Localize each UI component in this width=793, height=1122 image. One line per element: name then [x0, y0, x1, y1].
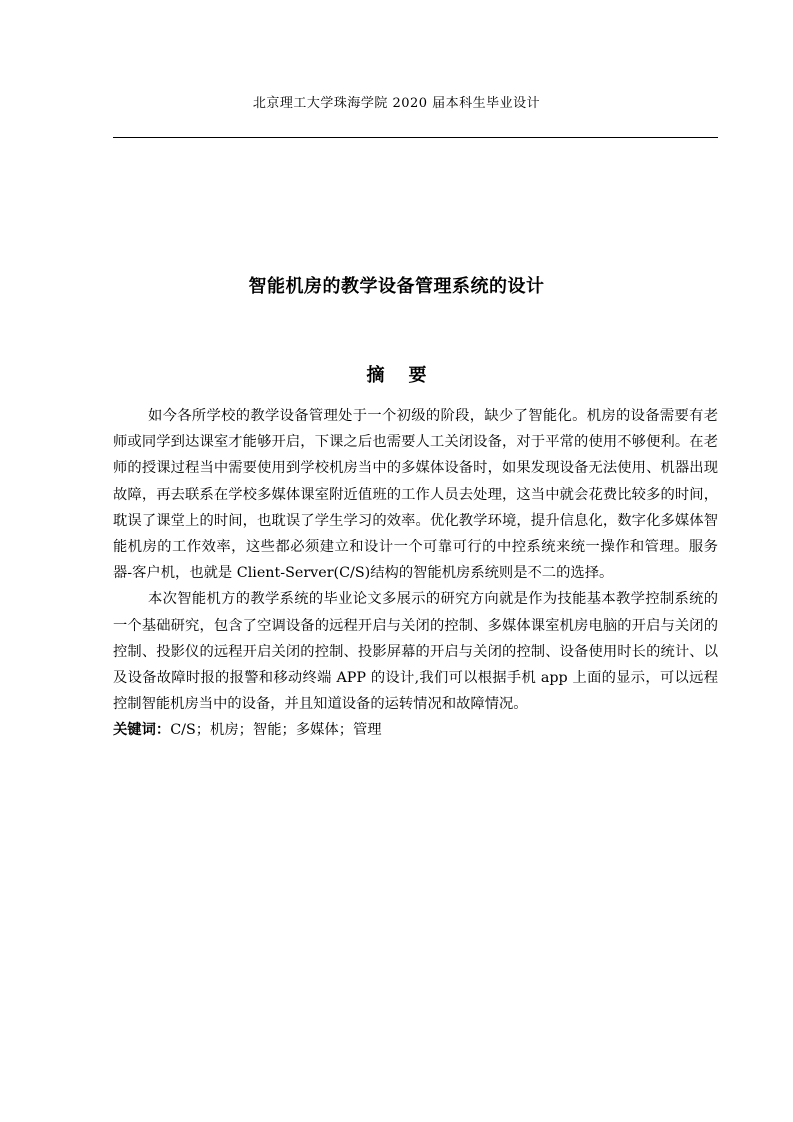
abstract-heading: 摘要	[366, 365, 451, 386]
thesis-title: 智能机房的教学设备管理系统的设计	[248, 276, 545, 297]
abstract-body	[113, 403, 718, 744]
keywords-list: C/S；机房；智能；多媒体；管理	[170, 722, 382, 739]
keywords-label: 关键词：	[113, 722, 171, 739]
running-header: 北京理工大学珠海学院 2020 届本科生毕业设计	[252, 96, 541, 111]
header-divider	[113, 137, 718, 138]
abstract-paragraph-1: 如今各所学校的教学设备管理处于一个初级的阶段，缺少了智能化。机房的设备需要有老师或同学到达课室才能够开启，下课之后也需要人工关闭设备，对于平常的使用不够便利。在老师的授课过程当中需要使用到学校机房当中的多媒体设备时，如果发现设备无法使用、机器出现故障，再去联系在学校多媒体课室附近值班的工作人员去处理，这当中就会花费比较多的时间，耽误了课堂上的时间，也耽误了学生学习的效率。优化教学环境，提升信息化，数字化多媒体智能机房的工作效率，这些都必须建立和设计一个可靠可行的中控系统来统一操作和管理。服务器-客户机，也就是 Client-Server(C/S)结构的智能机房系统则是不二的选择。	[113, 408, 718, 582]
abstract-paragraph-2: 本次智能机方的教学系统的毕业论文多展示的研究方向就是作为技能基本教学控制系统的一个基础研究，包含了空调设备的远程开启与关闭的控制、多媒体课室机房电脑的开启与关闭的控制、投影仪的远程开启关闭的控制、投影屏幕的开启与关闭的控制、设备使用时长的统计、以及设备故障时报的报警和移动终端 APP 的设计,我们可以根据手机 app 上面的显示，可以远程控制智能机房当中的设备，并且知道设备的运转情况和故障情况。	[113, 591, 718, 713]
keywords-line	[113, 717, 718, 743]
